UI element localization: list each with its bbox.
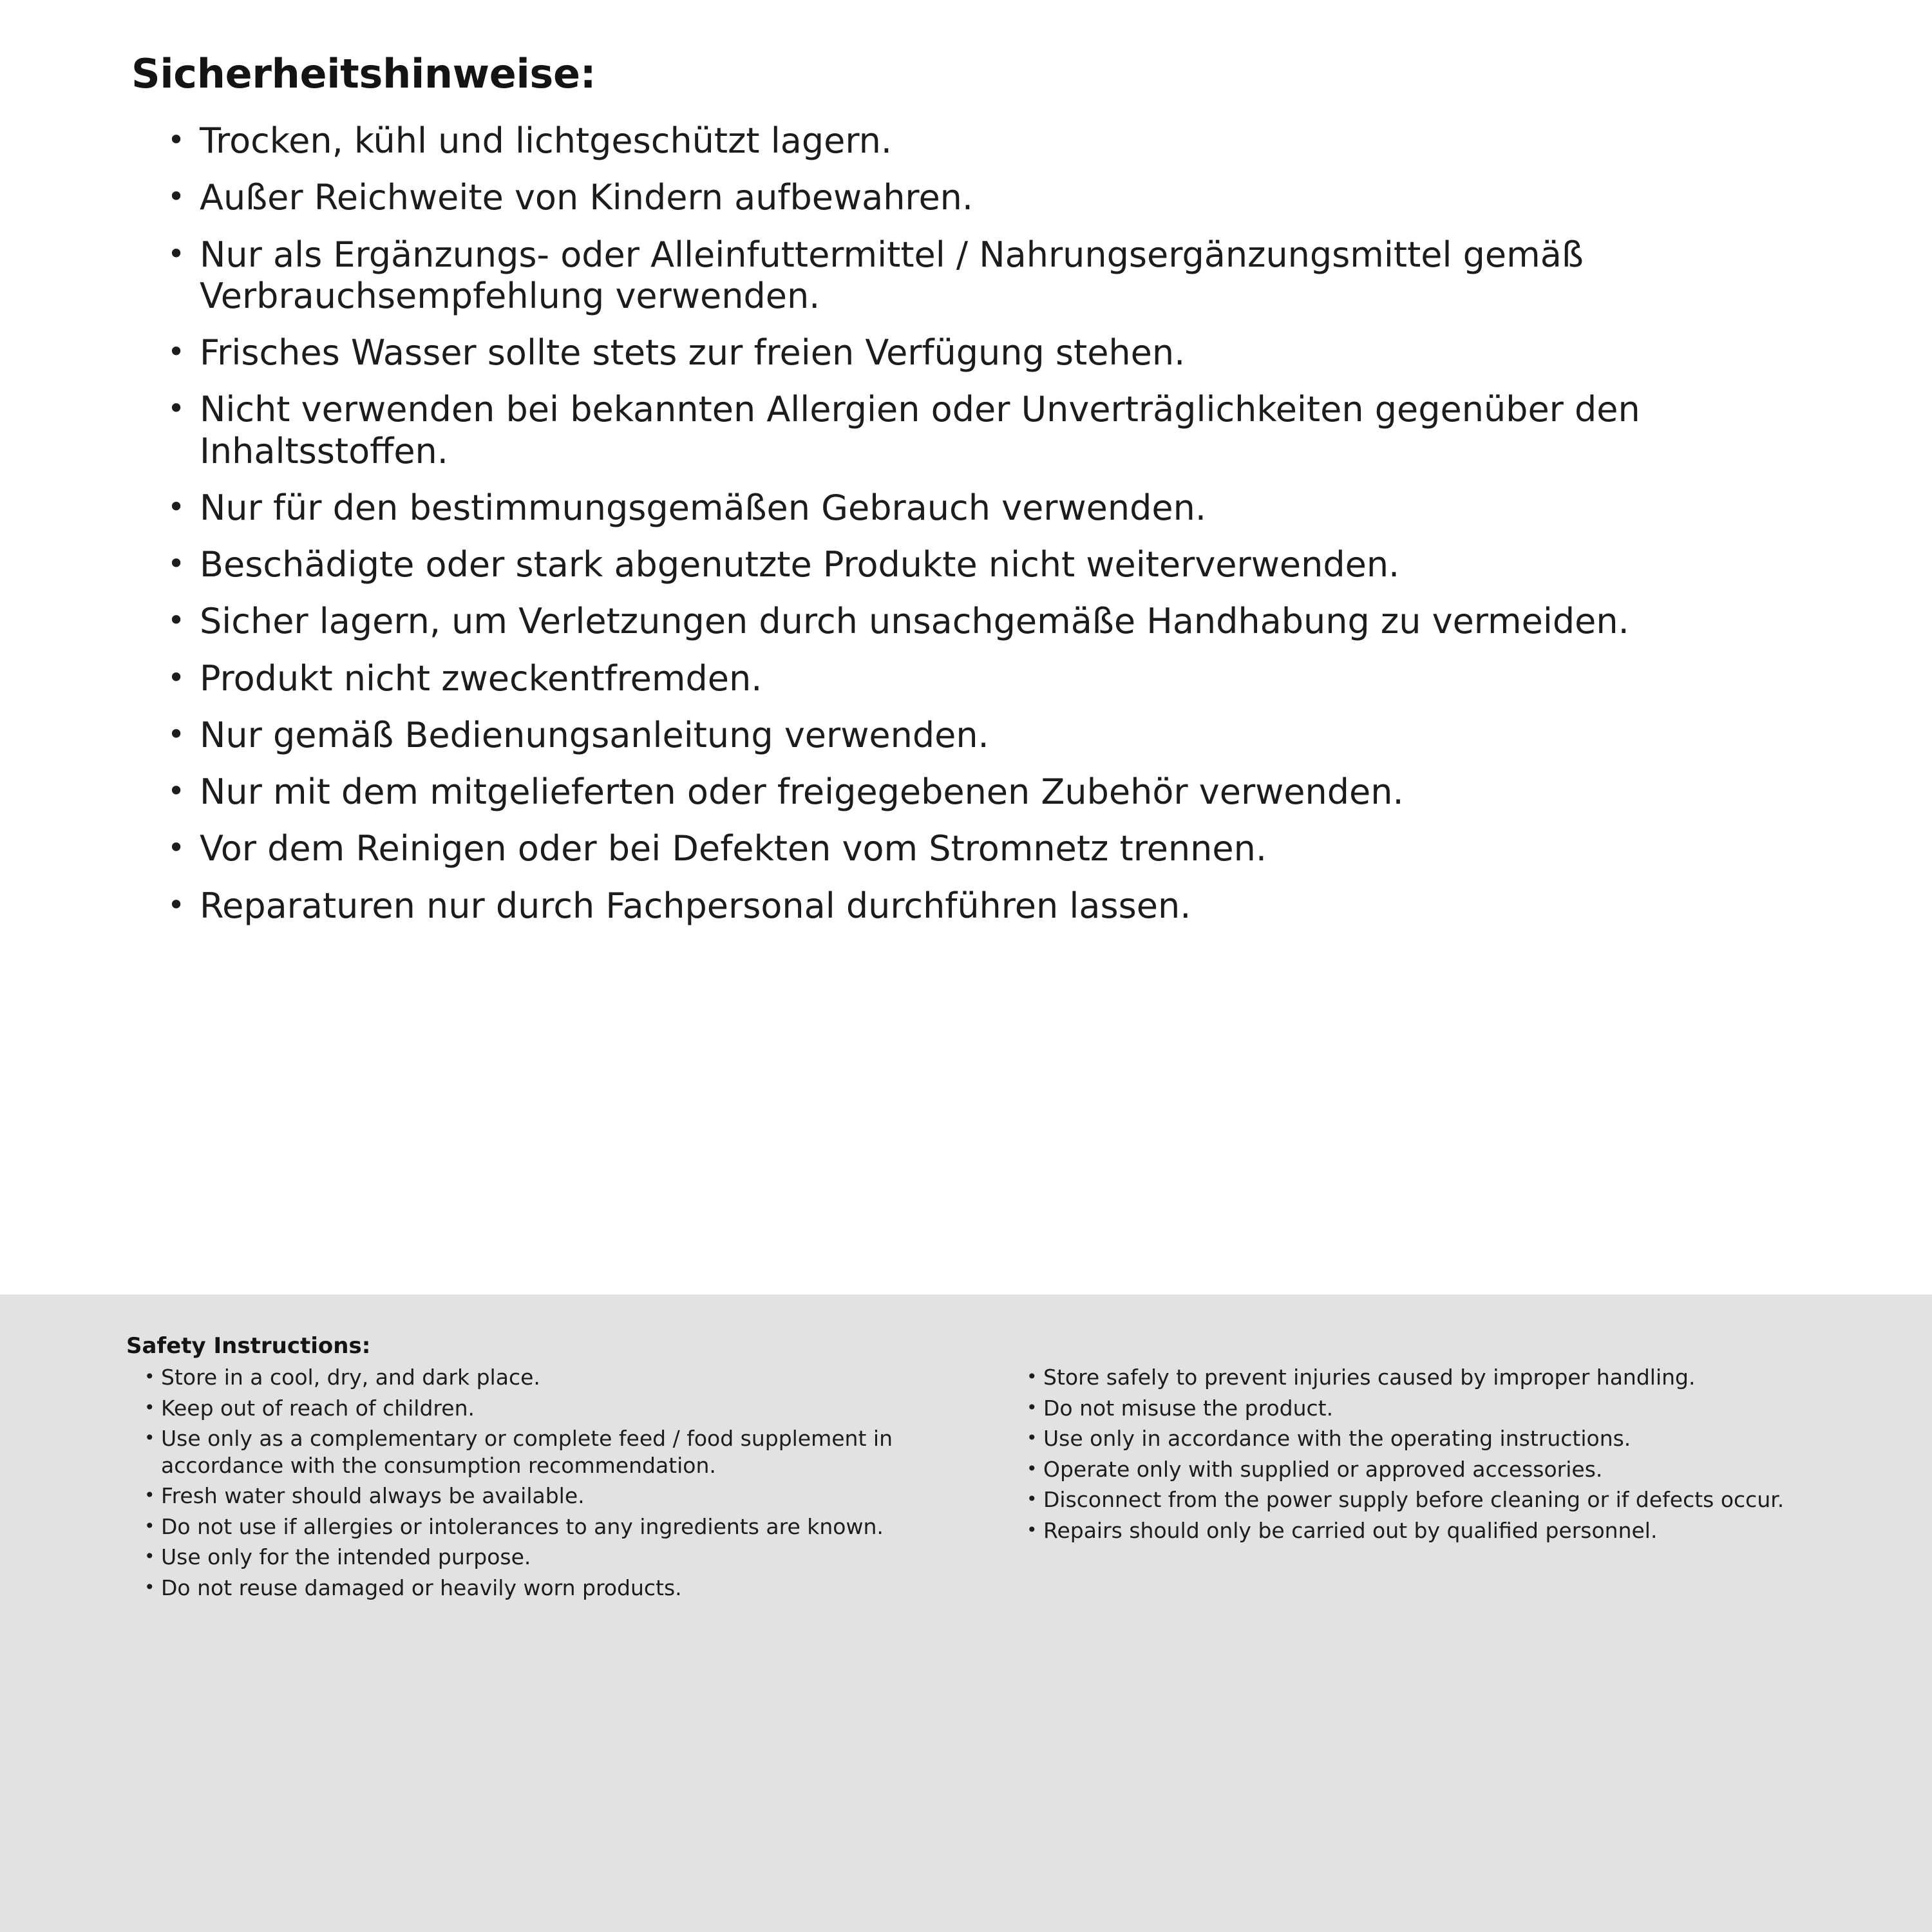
list-item xyxy=(1027,1456,1842,1483)
bullet-icon: • xyxy=(1027,1396,1037,1418)
list-item-text: Keep out of reach of children. xyxy=(161,1395,475,1421)
list-item xyxy=(1027,1425,1842,1452)
list-item xyxy=(144,1425,960,1479)
list-item xyxy=(144,1513,960,1540)
list-item xyxy=(162,120,1855,162)
list-item xyxy=(162,772,1855,813)
list-item-text: Trocken, kühl und lichtgeschützt lagern. xyxy=(200,120,892,161)
list-item xyxy=(1027,1517,1842,1544)
list-item-text: Disconnect from the power supply before cleaning or if defects occur. xyxy=(1043,1487,1785,1513)
bullet-icon: • xyxy=(167,236,185,271)
list-item-text: Nur gemäß Bedienungsanleitung verwenden. xyxy=(200,714,989,755)
list-item xyxy=(162,886,1855,927)
list-item xyxy=(144,1364,960,1391)
list-item xyxy=(162,715,1855,756)
german-heading: Sicherheitshinweise: xyxy=(131,50,596,97)
bullet-icon: • xyxy=(1027,1457,1037,1479)
bullet-icon: • xyxy=(167,603,185,638)
bullet-icon: • xyxy=(167,391,185,426)
list-item-text: Nur als Ergänzungs- oder Alleinfuttermittel / Nahrungsergänzungsmittel gemäß Verbrauchsempfehlung verwenden. xyxy=(200,234,1584,316)
english-safety-section xyxy=(0,1294,1932,1932)
list-item xyxy=(162,488,1855,529)
list-item xyxy=(162,828,1855,869)
bullet-icon: • xyxy=(167,887,185,922)
list-item-text: Produkt nicht zweckentfremden. xyxy=(200,658,762,699)
bullet-icon: • xyxy=(144,1366,155,1387)
list-item-text: Nur mit dem mitgelieferten oder freigegebenen Zubehör verwenden. xyxy=(200,772,1404,812)
bullet-icon: • xyxy=(167,830,185,866)
list-item xyxy=(162,389,1855,472)
german-safety-list xyxy=(126,120,1855,927)
list-item xyxy=(162,658,1855,699)
bullet-icon: • xyxy=(1027,1366,1037,1387)
list-item xyxy=(162,234,1855,317)
list-item xyxy=(144,1395,960,1422)
bullet-icon: • xyxy=(144,1484,155,1506)
bullet-icon: • xyxy=(167,489,185,524)
bullet-icon: • xyxy=(144,1427,155,1449)
english-column-left xyxy=(122,1364,960,1605)
list-item xyxy=(144,1575,960,1602)
list-item-text: Außer Reichweite von Kindern aufbewahren. xyxy=(200,177,974,218)
bullet-icon: • xyxy=(167,179,185,214)
list-item xyxy=(162,332,1855,374)
list-item-text: Reparaturen nur durch Fachpersonal durchführen lassen. xyxy=(200,885,1191,926)
bullet-icon: • xyxy=(167,716,185,752)
english-columns xyxy=(122,1364,1855,1605)
list-item-text: Use only in accordance with the operating instructions. xyxy=(1043,1426,1631,1452)
list-item xyxy=(1027,1364,1842,1391)
bullet-icon: • xyxy=(1027,1519,1037,1540)
english-safety-list-left xyxy=(122,1364,960,1602)
bullet-icon: • xyxy=(144,1515,155,1537)
list-item-text: Do not reuse damaged or heavily worn products. xyxy=(161,1575,682,1601)
list-item-text: Sicher lagern, um Verletzungen durch unsachgemäße Handhabung zu vermeiden. xyxy=(200,601,1629,642)
list-item xyxy=(144,1482,960,1510)
english-safety-list-right xyxy=(1005,1364,1842,1544)
list-item-text: Operate only with supplied or approved accessories. xyxy=(1043,1456,1603,1482)
list-item-text: Nur für den bestimmungsgemäßen Gebrauch verwenden. xyxy=(200,487,1206,528)
list-item-text: Use only for the intended purpose. xyxy=(161,1544,531,1570)
bullet-icon: • xyxy=(167,334,185,369)
list-item xyxy=(1027,1395,1842,1422)
list-item-text: Frisches Wasser sollte stets zur freien Verfügung stehen. xyxy=(200,332,1186,373)
list-item-text: Store in a cool, dry, and dark place. xyxy=(161,1365,540,1390)
bullet-icon: • xyxy=(167,546,185,581)
list-item xyxy=(162,601,1855,642)
list-item-text: Repairs should only be carried out by qualified personnel. xyxy=(1043,1517,1658,1543)
list-item xyxy=(144,1544,960,1571)
list-item xyxy=(162,177,1855,218)
bullet-icon: • xyxy=(167,773,185,808)
list-item xyxy=(1027,1486,1842,1513)
bullet-icon: • xyxy=(144,1396,155,1418)
bullet-icon: • xyxy=(1027,1427,1037,1449)
english-column-right xyxy=(1005,1364,1842,1548)
list-item-text: Use only as a complementary or complete feed / food supplement in accordance with the consumption recommendation. xyxy=(161,1426,893,1478)
list-item-text: Do not use if allergies or intolerances to any ingredients are known. xyxy=(161,1513,884,1539)
list-item-text: Beschädigte oder stark abgenutzte Produkte nicht weiterverwenden. xyxy=(200,544,1400,585)
bullet-icon: • xyxy=(144,1546,155,1567)
list-item xyxy=(162,544,1855,585)
list-item-text: Store safely to prevent injuries caused by improper handling. xyxy=(1043,1365,1696,1390)
list-item-text: Nicht verwenden bei bekannten Allergien oder Unverträglichkeiten gegenüber den Inhaltsstoffen. xyxy=(200,389,1640,471)
bullet-icon: • xyxy=(167,122,185,157)
bullet-icon: • xyxy=(167,659,185,695)
list-item-text: Fresh water should always be available. xyxy=(161,1483,585,1509)
list-item-text: Vor dem Reinigen oder bei Defekten vom Stromnetz trennen. xyxy=(200,828,1267,869)
bullet-icon: • xyxy=(144,1577,155,1598)
list-item-text: Do not misuse the product. xyxy=(1043,1395,1334,1421)
bullet-icon: • xyxy=(1027,1488,1037,1510)
english-heading: Safety Instructions: xyxy=(126,1333,371,1359)
